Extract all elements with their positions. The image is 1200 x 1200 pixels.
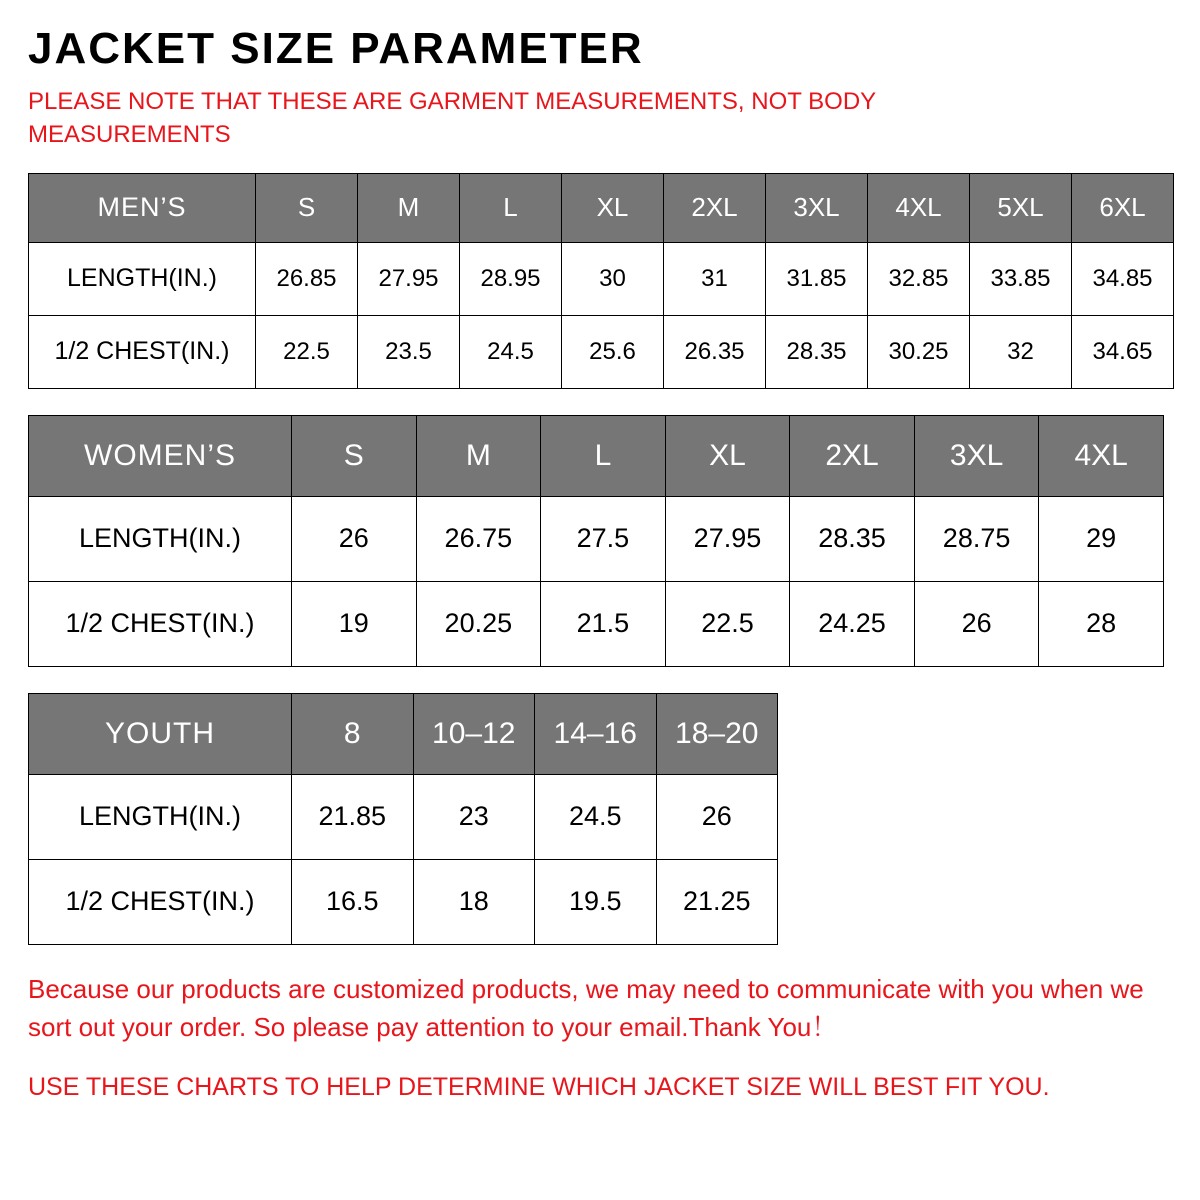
table-row xyxy=(29,496,1164,581)
table-cell: 23 xyxy=(413,774,535,859)
table-cell: 27.5 xyxy=(541,496,666,581)
table-header-cell: 5XL xyxy=(970,173,1072,242)
table-cell: 26 xyxy=(656,774,778,859)
table-cell: 31.85 xyxy=(766,242,868,315)
table-header-cell: WOMEN’S xyxy=(29,415,292,496)
table-row xyxy=(29,774,778,859)
table-header-cell: 18–20 xyxy=(656,693,778,774)
table-header-cell: 10–12 xyxy=(413,693,535,774)
table-cell: 21.25 xyxy=(656,859,778,944)
mens-size-table xyxy=(28,173,1174,389)
table-header-cell: L xyxy=(541,415,666,496)
table-header-cell: 2XL xyxy=(790,415,915,496)
table-header-cell: 6XL xyxy=(1072,173,1174,242)
customization-note: Because our products are customized products, we may need to communicate with you when we sort out your order. So please pay attention to your email.Thank You！ xyxy=(28,973,1144,1042)
row-label: 1/2 CHEST(IN.) xyxy=(29,315,256,388)
table-row xyxy=(29,315,1174,388)
table-header-cell: M xyxy=(358,173,460,242)
table-cell: 27.95 xyxy=(358,242,460,315)
table-header-cell: 3XL xyxy=(766,173,868,242)
row-label: 1/2 CHEST(IN.) xyxy=(29,581,292,666)
table-header-cell: S xyxy=(292,415,417,496)
table-cell: 18 xyxy=(413,859,535,944)
table-cell: 28.75 xyxy=(914,496,1039,581)
table-cell: 28.95 xyxy=(460,242,562,315)
table-cell: 20.25 xyxy=(416,581,541,666)
row-label: 1/2 CHEST(IN.) xyxy=(29,859,292,944)
table-cell: 23.5 xyxy=(358,315,460,388)
table-header-cell: S xyxy=(256,173,358,242)
table-row xyxy=(29,581,1164,666)
table-header-row xyxy=(29,693,778,774)
table-cell: 19 xyxy=(292,581,417,666)
table-cell: 33.85 xyxy=(970,242,1072,315)
table-header-row xyxy=(29,173,1174,242)
table-cell: 25.6 xyxy=(562,315,664,388)
table-header-cell: 14–16 xyxy=(535,693,657,774)
table-cell: 28.35 xyxy=(766,315,868,388)
table-cell: 34.65 xyxy=(1072,315,1174,388)
table-header-cell: 2XL xyxy=(664,173,766,242)
table-header-cell: 8 xyxy=(292,693,414,774)
row-label: LENGTH(IN.) xyxy=(29,496,292,581)
table-header-cell: XL xyxy=(665,415,790,496)
table-cell: 26.85 xyxy=(256,242,358,315)
table-header-cell: 3XL xyxy=(914,415,1039,496)
table-cell: 26 xyxy=(914,581,1039,666)
table-cell: 30 xyxy=(562,242,664,315)
table-cell: 26 xyxy=(292,496,417,581)
table-cell: 32 xyxy=(970,315,1072,388)
page-title: JACKET SIZE PARAMETER xyxy=(28,24,644,73)
table-cell: 34.85 xyxy=(1072,242,1174,315)
table-cell: 32.85 xyxy=(868,242,970,315)
table-header-cell: MEN’S xyxy=(29,173,256,242)
table-header-cell: M xyxy=(416,415,541,496)
table-cell: 22.5 xyxy=(665,581,790,666)
table-header-cell: 4XL xyxy=(868,173,970,242)
table-cell: 26.75 xyxy=(416,496,541,581)
measurement-note: PLEASE NOTE THAT THESE ARE GARMENT MEASUREMENTS, NOT BODY MEASUREMENTS xyxy=(28,88,876,148)
womens-size-table xyxy=(28,415,1164,667)
table-cell: 22.5 xyxy=(256,315,358,388)
table-row xyxy=(29,859,778,944)
table-cell: 28.35 xyxy=(790,496,915,581)
table-header-cell: L xyxy=(460,173,562,242)
table-cell: 24.5 xyxy=(535,774,657,859)
youth-size-table xyxy=(28,693,778,945)
usage-note: USE THESE CHARTS TO HELP DETERMINE WHICH JACKET SIZE WILL BEST FIT YOU. xyxy=(28,1073,1050,1102)
table-row xyxy=(29,242,1174,315)
table-cell: 19.5 xyxy=(535,859,657,944)
table-cell: 21.85 xyxy=(292,774,414,859)
table-cell: 31 xyxy=(664,242,766,315)
table-cell: 27.95 xyxy=(665,496,790,581)
table-header-cell: XL xyxy=(562,173,664,242)
table-cell: 26.35 xyxy=(664,315,766,388)
table-header-cell: 4XL xyxy=(1039,415,1164,496)
table-cell: 16.5 xyxy=(292,859,414,944)
table-cell: 24.25 xyxy=(790,581,915,666)
table-header-cell: YOUTH xyxy=(29,693,292,774)
table-cell: 24.5 xyxy=(460,315,562,388)
table-cell: 21.5 xyxy=(541,581,666,666)
table-header-row xyxy=(29,415,1164,496)
table-cell: 29 xyxy=(1039,496,1164,581)
row-label: LENGTH(IN.) xyxy=(29,774,292,859)
table-cell: 30.25 xyxy=(868,315,970,388)
table-cell: 28 xyxy=(1039,581,1164,666)
row-label: LENGTH(IN.) xyxy=(29,242,256,315)
